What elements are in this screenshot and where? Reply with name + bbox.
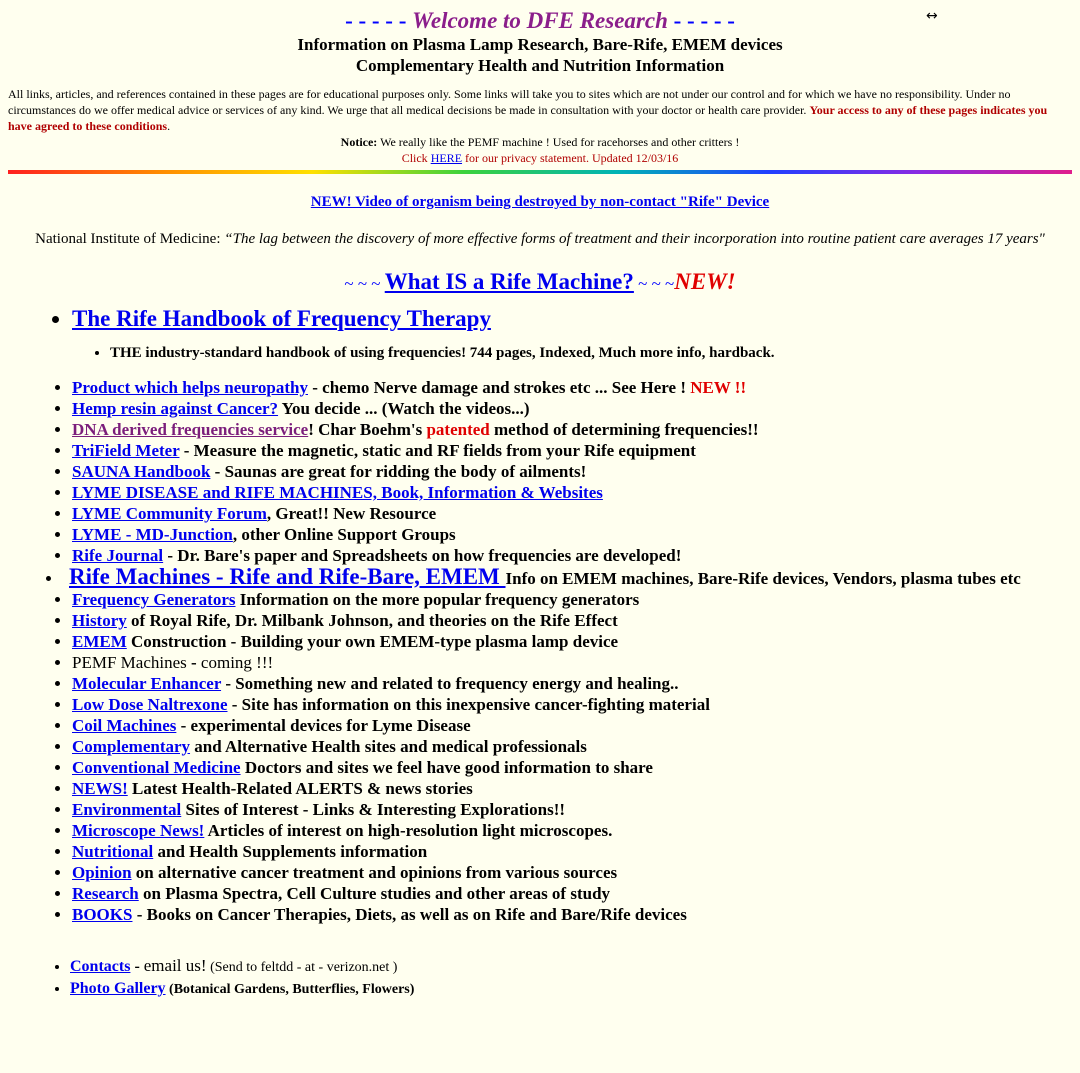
list-item bbox=[72, 524, 1080, 545]
patented-text: patented bbox=[426, 420, 490, 439]
list-item bbox=[72, 482, 1080, 503]
list-item bbox=[72, 461, 1080, 482]
item-link[interactable]: NEWS! bbox=[72, 779, 128, 798]
title-dashes-left: - - - - - bbox=[345, 8, 413, 33]
contacts-dash: - bbox=[130, 958, 144, 975]
list-item bbox=[70, 978, 1080, 1000]
video-link[interactable]: NEW! Video of organism being destroyed by non-contact "Rife" Device bbox=[310, 194, 770, 210]
notice bbox=[0, 134, 1080, 150]
privacy-click: Click bbox=[401, 151, 431, 165]
email-text: email us! bbox=[143, 956, 207, 975]
item-link[interactable]: Conventional Medicine bbox=[72, 758, 241, 777]
item-text: Info on EMEM machines, Bare-Rife devices, Vendors, plasma tubes etc bbox=[505, 569, 1021, 588]
notice-text: We really like the PEMF machine ! Used for racehorses and other critters ! bbox=[377, 135, 740, 149]
privacy-link[interactable]: HERE bbox=[430, 151, 463, 165]
contact-list bbox=[0, 955, 1080, 1000]
privacy-line bbox=[0, 150, 1080, 166]
handbook-desc: • THE industry-standard handbook of using frequencies! 744 pages, Indexed, Much more info, hardback. bbox=[110, 343, 1080, 363]
list-item bbox=[72, 841, 1080, 862]
new-badge: NEW! bbox=[674, 269, 736, 294]
item-text: Latest Health-Related ALERTS & news stories bbox=[127, 779, 473, 798]
item-text: - experimental devices for Lyme Disease bbox=[176, 716, 471, 735]
quote bbox=[20, 229, 1060, 249]
item-text: - Books on Cancer Therapies, Diets, as well as on Rife and Bare/Rife devices bbox=[132, 905, 687, 924]
what-is-rife-link[interactable]: What IS a Rife Machine? bbox=[384, 269, 634, 294]
subtitle-1: Information on Plasma Lamp Research, Bare-Rife, EMEM devices bbox=[297, 35, 783, 54]
item-text: You decide ... (Watch the videos...) bbox=[278, 399, 530, 418]
item-link[interactable]: Microscope News! bbox=[72, 821, 205, 840]
list-item bbox=[72, 503, 1080, 524]
privacy-rest: for our privacy statement. Updated 12/03/16 bbox=[462, 151, 679, 165]
list-item bbox=[72, 799, 1080, 820]
item-link[interactable]: Environmental bbox=[72, 800, 182, 819]
item-text: method of determining frequencies!! bbox=[489, 420, 759, 439]
item-link[interactable]: EMEM bbox=[72, 632, 127, 651]
item-text: Sites of Interest - Links & Interesting Explorations!! bbox=[181, 800, 566, 819]
item-plain: coming !!! bbox=[200, 653, 274, 672]
disclaimer-end: . bbox=[167, 119, 171, 133]
rife-question bbox=[0, 269, 1080, 295]
list-item bbox=[72, 694, 1080, 715]
item-text: - Measure the magnetic, static and RF fields from your Rife equipment bbox=[179, 441, 696, 460]
list-item bbox=[72, 440, 1080, 461]
subtitle-2: Complementary Health and Nutrition Information bbox=[355, 56, 725, 75]
item-link[interactable]: Hemp resin against Cancer? bbox=[72, 399, 279, 418]
item-link[interactable]: Coil Machines bbox=[72, 716, 177, 735]
list-item bbox=[72, 778, 1080, 799]
list-item bbox=[72, 631, 1080, 652]
item-link[interactable]: TriField Meter bbox=[72, 441, 180, 460]
item-text: , other Online Support Groups bbox=[232, 525, 456, 544]
item-text: Doctors and sites we feel have good information to share bbox=[240, 758, 653, 777]
item-text: - Dr. Bare's paper and Spreadsheets on how frequencies are developed! bbox=[163, 546, 682, 565]
list-item bbox=[72, 610, 1080, 631]
tilde-left: ~ ~ ~ bbox=[344, 274, 385, 293]
page-title bbox=[0, 8, 1080, 34]
item-text: Construction - Building your own EMEM-type plasma lamp device bbox=[126, 632, 619, 651]
contacts-link[interactable]: Contacts bbox=[70, 958, 131, 975]
list-item bbox=[70, 955, 1080, 978]
item-link[interactable]: LYME DISEASE and RIFE MACHINES, Book, Information & Websites bbox=[72, 483, 603, 502]
list-item bbox=[72, 589, 1080, 610]
item-text: of Royal Rife, Dr. Milbank Johnson, and theories on the Rife Effect bbox=[126, 611, 618, 630]
item-text: - Saunas are great for ridding the body of ailments! bbox=[210, 462, 587, 481]
item-link[interactable]: LYME Community Forum bbox=[72, 504, 267, 523]
item-link[interactable]: Product which helps neuropathy bbox=[72, 378, 308, 397]
handbook-link[interactable]: The Rife Handbook of Frequency Therapy bbox=[72, 306, 491, 331]
list-item bbox=[72, 757, 1080, 778]
item-text: ! Char Boehm's bbox=[308, 420, 427, 439]
item-text: - chemo Nerve damage and strokes etc ... See Here ! bbox=[308, 378, 691, 397]
gallery-note: (Botanical Gardens, Butterflies, Flowers) bbox=[165, 982, 415, 997]
item-text: on Plasma Spectra, Cell Culture studies and other areas of study bbox=[138, 884, 611, 903]
video-link-row bbox=[0, 194, 1080, 211]
item-link[interactable]: Opinion bbox=[72, 863, 132, 882]
handbook-sublist bbox=[0, 343, 1080, 363]
item-link[interactable]: Research bbox=[72, 884, 139, 903]
item-link[interactable]: History bbox=[72, 611, 127, 630]
disclaimer-text: All links, articles, and references contained in these pages are for educational purposes only. Some links will take you to sites which are not under our control and for which we have no responsibility. Under no circumstances do we offer medical advice or services of any kind. We urge that all medical decisions be made in consultation with your doctor or health care provider. bbox=[8, 87, 1011, 117]
item-link[interactable]: Complementary bbox=[72, 737, 191, 756]
item-plain: PEMF Machines bbox=[72, 653, 187, 672]
rainbow-divider bbox=[8, 170, 1072, 174]
photo-gallery-link[interactable]: Photo Gallery bbox=[70, 980, 166, 997]
list-item bbox=[72, 715, 1080, 736]
list-item bbox=[72, 820, 1080, 841]
item-text: Articles of interest on high-resolution light microscopes. bbox=[204, 821, 613, 840]
disclaimer-conditions: Your access to any of these pages indicates you have agreed to these conditions bbox=[8, 103, 1048, 133]
resize-cursor-icon: ↔ bbox=[926, 8, 938, 24]
list-item bbox=[72, 883, 1080, 904]
item-text: - bbox=[186, 653, 201, 672]
list-item bbox=[72, 305, 1080, 333]
main-link-list bbox=[0, 377, 1080, 925]
title-dashes-right: - - - - - bbox=[667, 8, 735, 33]
item-text: and Health Supplements information bbox=[153, 842, 428, 861]
item-link[interactable]: Rife Journal bbox=[72, 546, 164, 565]
list-item bbox=[72, 904, 1080, 925]
item-link[interactable]: DNA derived frequencies service bbox=[72, 420, 309, 439]
list-item bbox=[72, 398, 1080, 419]
title-text: Welcome to DFE Research bbox=[412, 8, 668, 33]
item-text: Information on the more popular frequency generators bbox=[235, 590, 640, 609]
item-link[interactable]: BOOKS bbox=[72, 905, 133, 924]
quote-source: National Institute of Medicine: bbox=[35, 231, 225, 247]
item-link[interactable]: Molecular Enhancer bbox=[72, 674, 222, 693]
item-text: - Something new and related to frequency energy and healing.. bbox=[221, 674, 679, 693]
item-text: on alternative cancer treatment and opinions from various sources bbox=[131, 863, 618, 882]
item-text: , Great!! New Resource bbox=[266, 504, 437, 523]
new-badge: NEW !! bbox=[690, 378, 747, 397]
email-note: (Send to feltdd - at - verizon.net ) bbox=[206, 960, 398, 975]
tilde-right: ~ ~ ~ bbox=[633, 274, 675, 293]
item-text: and Alternative Health sites and medical professionals bbox=[190, 737, 587, 756]
list-item bbox=[72, 377, 1080, 398]
list-item bbox=[72, 419, 1080, 440]
notice-label: Notice: bbox=[340, 135, 378, 149]
handbook-list bbox=[0, 305, 1080, 333]
quote-text: “The lag between the discovery of more effective forms of treatment and their incorporation into routine patient care averages 17 years" bbox=[224, 231, 1045, 247]
item-link[interactable]: SAUNA Handbook bbox=[72, 462, 211, 481]
item-link[interactable]: Nutritional bbox=[72, 842, 154, 861]
item-link[interactable]: LYME - MD-Junction bbox=[72, 525, 233, 544]
item-link[interactable]: Rife Machines - Rife and Rife-Bare, EMEM bbox=[69, 564, 506, 589]
list-item bbox=[46, 566, 1080, 589]
item-text: - Site has information on this inexpensive cancer-fighting material bbox=[227, 695, 710, 714]
item-link[interactable]: Low Dose Naltrexone bbox=[72, 695, 228, 714]
list-item bbox=[72, 545, 1080, 566]
item-link[interactable]: Frequency Generators bbox=[72, 590, 236, 609]
disclaimer bbox=[8, 86, 1072, 134]
list-item bbox=[72, 736, 1080, 757]
list-item bbox=[72, 862, 1080, 883]
list-item bbox=[72, 652, 1080, 673]
list-item bbox=[72, 673, 1080, 694]
